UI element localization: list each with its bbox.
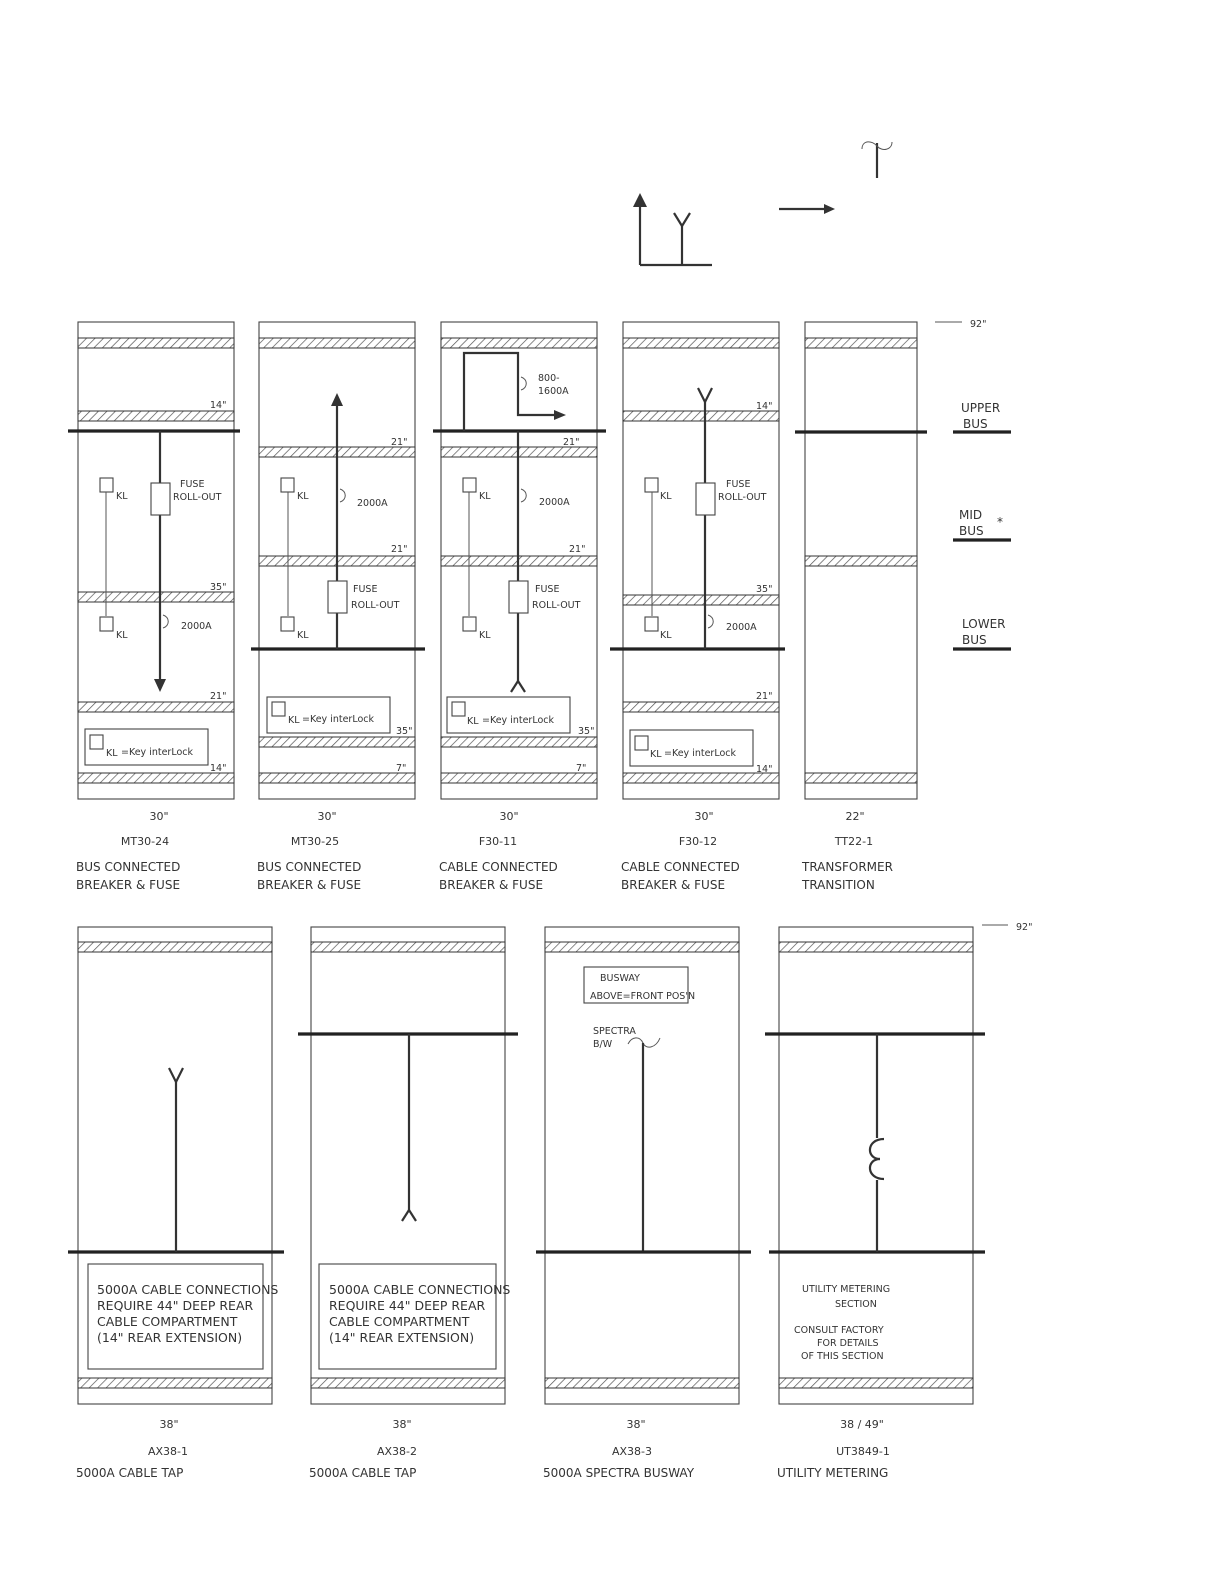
bus-legend bbox=[935, 319, 1011, 649]
section-description: CABLE CONNECTED bbox=[621, 860, 740, 874]
section-code: F30-11 bbox=[478, 835, 518, 848]
section-width: 38" bbox=[392, 1418, 412, 1431]
svg-text:(14" REAR EXTENSION): (14" REAR EXTENSION) bbox=[329, 1330, 475, 1345]
svg-text:=Key interLock: =Key interLock bbox=[664, 748, 737, 759]
section-description: CABLE CONNECTED bbox=[439, 860, 558, 874]
cable-termination-up-symbol bbox=[633, 193, 712, 265]
svg-text:ROLL-OUT: ROLL-OUT bbox=[532, 600, 581, 611]
svg-text:ROLL-OUT: ROLL-OUT bbox=[173, 492, 222, 503]
dim-label: 14" bbox=[756, 401, 773, 412]
section-description: BUS CONNECTED bbox=[257, 860, 362, 874]
svg-text:KL: KL bbox=[297, 630, 309, 641]
section-code: TT22-1 bbox=[834, 835, 874, 848]
section-description: 5000A SPECTRA BUSWAY bbox=[543, 1466, 695, 1480]
section-f30-12 bbox=[610, 322, 785, 892]
busway-stub-symbol bbox=[862, 142, 892, 178]
section-code: UT3849-1 bbox=[836, 1445, 890, 1458]
svg-text:SECTION: SECTION bbox=[835, 1299, 877, 1310]
svg-text:CONSULT FACTORY: CONSULT FACTORY bbox=[794, 1325, 884, 1336]
dim-label: 21" bbox=[563, 437, 580, 448]
svg-text:KL: KL bbox=[650, 749, 662, 760]
section-width: 30" bbox=[149, 810, 169, 823]
dim-label: 14" bbox=[210, 400, 227, 411]
section-code: F30-12 bbox=[678, 835, 718, 848]
svg-text:KL: KL bbox=[479, 630, 491, 641]
svg-text:KL: KL bbox=[479, 491, 491, 502]
metering-note: UTILITY METERING bbox=[802, 1284, 891, 1295]
amp-rating: 2000A bbox=[181, 621, 212, 632]
svg-text:KL: KL bbox=[467, 716, 479, 727]
section-width: 22" bbox=[845, 810, 865, 823]
dim-label: 21" bbox=[210, 691, 227, 702]
dim-label: 35" bbox=[210, 582, 227, 593]
svg-text:CABLE COMPARTMENT: CABLE COMPARTMENT bbox=[329, 1314, 470, 1329]
section-code: MT30-24 bbox=[120, 835, 170, 848]
section-description: BUS CONNECTED bbox=[76, 860, 181, 874]
svg-text:REQUIRE 44" DEEP REAR: REQUIRE 44" DEEP REAR bbox=[97, 1298, 254, 1313]
symbol-legend bbox=[633, 142, 892, 265]
section-ut3849-1 bbox=[765, 927, 985, 1480]
section-width: 30" bbox=[317, 810, 337, 823]
dim-label: 35" bbox=[396, 726, 413, 737]
section-width: 30" bbox=[694, 810, 714, 823]
current-transformer-icon bbox=[870, 1139, 884, 1179]
busway-note: BUSWAY bbox=[600, 973, 640, 984]
svg-text:BUS: BUS bbox=[963, 417, 988, 431]
section-width: 38 / 49" bbox=[840, 1418, 884, 1431]
dim-label: 35" bbox=[756, 584, 773, 595]
mid-bus-asterisk: * bbox=[997, 515, 1003, 529]
svg-text:FUSE: FUSE bbox=[726, 479, 751, 490]
dim-label: 7" bbox=[396, 763, 407, 774]
svg-text:KL: KL bbox=[116, 630, 128, 641]
mid-bus-label: MID bbox=[959, 508, 983, 522]
section-ax38-3 bbox=[536, 927, 751, 1480]
svg-text:KL: KL bbox=[288, 715, 300, 726]
section-f30-11 bbox=[433, 322, 606, 892]
svg-text:ROLL-OUT: ROLL-OUT bbox=[718, 492, 767, 503]
svg-text:KL: KL bbox=[660, 630, 672, 641]
svg-text:BUS: BUS bbox=[959, 524, 984, 538]
svg-text:ABOVE=FRONT POS'N: ABOVE=FRONT POS'N bbox=[590, 991, 696, 1002]
section-mt30-25 bbox=[251, 322, 425, 892]
section-width: 38" bbox=[626, 1418, 646, 1431]
upper-bus-label: UPPER bbox=[961, 401, 1001, 415]
note-line: 5000A CABLE CONNECTIONS bbox=[97, 1282, 279, 1297]
svg-text:FUSE: FUSE bbox=[180, 479, 205, 490]
svg-text:B/W: B/W bbox=[593, 1039, 613, 1050]
section-width: 38" bbox=[159, 1418, 179, 1431]
svg-text:BREAKER & FUSE: BREAKER & FUSE bbox=[257, 878, 362, 892]
section-code: MT30-25 bbox=[290, 835, 340, 848]
amp-rating: 2000A bbox=[726, 622, 757, 633]
spectra-label: SPECTRA bbox=[593, 1026, 636, 1037]
svg-text:ROLL-OUT: ROLL-OUT bbox=[351, 600, 400, 611]
section-description: 5000A CABLE TAP bbox=[309, 1466, 417, 1480]
right-arrow-icon bbox=[779, 204, 835, 214]
svg-text:BUS: BUS bbox=[962, 633, 987, 647]
svg-text:FUSE: FUSE bbox=[535, 584, 560, 595]
dim-label: 35" bbox=[578, 726, 595, 737]
section-description: 5000A CABLE TAP bbox=[76, 1466, 184, 1480]
amp-rating: 2000A bbox=[357, 498, 388, 509]
section-ax38-2 bbox=[298, 927, 518, 1480]
svg-text:KL: KL bbox=[660, 491, 672, 502]
svg-text:KL: KL bbox=[297, 491, 309, 502]
section-description: UTILITY METERING bbox=[777, 1466, 889, 1480]
svg-text:KL: KL bbox=[116, 491, 128, 502]
svg-text:BREAKER & FUSE: BREAKER & FUSE bbox=[76, 878, 181, 892]
svg-text:=Key interLock: =Key interLock bbox=[302, 714, 375, 725]
svg-text:FOR DETAILS: FOR DETAILS bbox=[817, 1338, 879, 1349]
dim-label: 21" bbox=[569, 544, 586, 555]
svg-text:(14" REAR EXTENSION): (14" REAR EXTENSION) bbox=[97, 1330, 243, 1345]
svg-text:BREAKER & FUSE: BREAKER & FUSE bbox=[439, 878, 544, 892]
section-mt30-24 bbox=[68, 322, 240, 892]
note-line: 5000A CABLE CONNECTIONS bbox=[329, 1282, 511, 1297]
svg-text:KL: KL bbox=[106, 748, 118, 759]
svg-text:=Key interLock: =Key interLock bbox=[121, 747, 194, 758]
dim-label: 21" bbox=[391, 437, 408, 448]
dim-label: 14" bbox=[210, 763, 227, 774]
section-tt22-1 bbox=[795, 322, 927, 892]
section-width: 30" bbox=[499, 810, 519, 823]
height-92-label: 92" bbox=[1016, 922, 1033, 933]
section-code: AX38-1 bbox=[147, 1445, 189, 1458]
amp-rating: 2000A bbox=[539, 497, 570, 508]
dim-label: 21" bbox=[391, 544, 408, 555]
svg-text:FUSE: FUSE bbox=[353, 584, 378, 595]
section-code: AX38-2 bbox=[376, 1445, 418, 1458]
svg-text:1600A: 1600A bbox=[538, 386, 569, 397]
svg-text:800-: 800- bbox=[538, 373, 560, 384]
dim-label: 21" bbox=[756, 691, 773, 702]
section-description: TRANSFORMER bbox=[802, 860, 893, 874]
lower-bus-label: LOWER bbox=[962, 617, 1006, 631]
section-code: AX38-3 bbox=[611, 1445, 653, 1458]
svg-text:BREAKER & FUSE: BREAKER & FUSE bbox=[621, 878, 726, 892]
svg-text:REQUIRE 44" DEEP REAR: REQUIRE 44" DEEP REAR bbox=[329, 1298, 486, 1313]
dim-label: 7" bbox=[576, 763, 587, 774]
svg-text:CABLE COMPARTMENT: CABLE COMPARTMENT bbox=[97, 1314, 238, 1329]
svg-text:TRANSITION: TRANSITION bbox=[802, 878, 875, 892]
section-ax38-1 bbox=[68, 927, 284, 1480]
dim-label: 14" bbox=[756, 764, 773, 775]
svg-text:=Key interLock: =Key interLock bbox=[482, 715, 555, 726]
height-92-label: 92" bbox=[970, 319, 987, 330]
svg-text:OF THIS SECTION: OF THIS SECTION bbox=[801, 1351, 884, 1362]
